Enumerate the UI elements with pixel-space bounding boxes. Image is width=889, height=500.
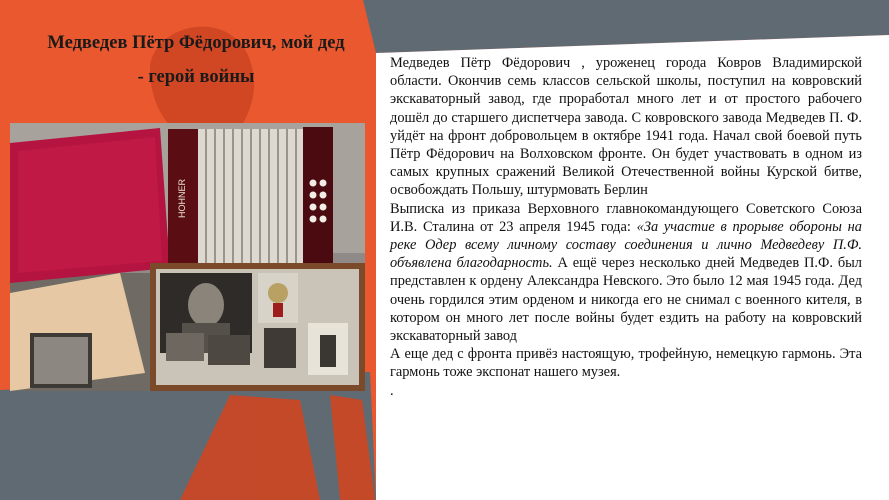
accordion-right-panel <box>303 127 333 269</box>
small-photo-2 <box>166 333 204 361</box>
gray-band-bottom <box>0 372 376 500</box>
order-quote: «За участие в прорыве обороны на реке Одер всему личному составу соединения и лично Медведеву П.Ф. объявлена благодарность. <box>390 218 862 272</box>
order-intro: Выписка из приказа Верховного главнокомандующего Советского Союза И.В. Сталина от 23 апреля 1945 года: <box>390 200 862 235</box>
accordion-brand-label: HOHNER <box>177 178 187 218</box>
title-line-2: - герой войны <box>137 67 255 87</box>
paragraph-end: . <box>390 382 394 399</box>
small-photo-4 <box>264 328 296 368</box>
small-photo-3 <box>208 335 250 365</box>
photo-illustration <box>10 123 365 391</box>
biography-text <box>390 54 862 400</box>
paragraph-biography: Медведев Пётр Фёдорович , уроженец города Ковров Владимирской области. Окончив семь классов сельской школы, поступил на ковровский экскаваторный завод, где проработал много лет и от простого рабочего дошёл до старшего диспетчера завода. С ковровского завода Медведев П. Ф. уйдёт на фронт добровольцем в октябре 1941 года. Начал свой боевой путь Пётр Фёдорович на Волховском фронте. Он будет участвовать в одном из самых крупных сражений Великой Отечественной войны Курской битве, освобождать Польшу, штурмовать Берлин <box>390 55 862 199</box>
title-line-1: Медведев Пётр Фёдорович, мой дед <box>47 33 345 53</box>
slide-title <box>10 26 382 94</box>
paragraph-order <box>390 200 862 346</box>
accordion-bellows <box>198 129 303 267</box>
paragraph-accordion: А еще дед с фронта привёз настоящую, трофейную, немецкую гармонь. Эта гармонь тоже экспонат нашего музея. <box>390 346 862 381</box>
accordion-photo <box>10 123 365 391</box>
order-continuation: А ещё через несколько дней Медведев П.Ф. был представлен к ордену Александра Невского. Это было 12 мая 1945 года. Дед очень гордился этим орденом и никогда его не снимал с военного кителя, в котором он много лет после войны будет ездить на работу на ковровский экскаваторный завод <box>390 255 862 345</box>
